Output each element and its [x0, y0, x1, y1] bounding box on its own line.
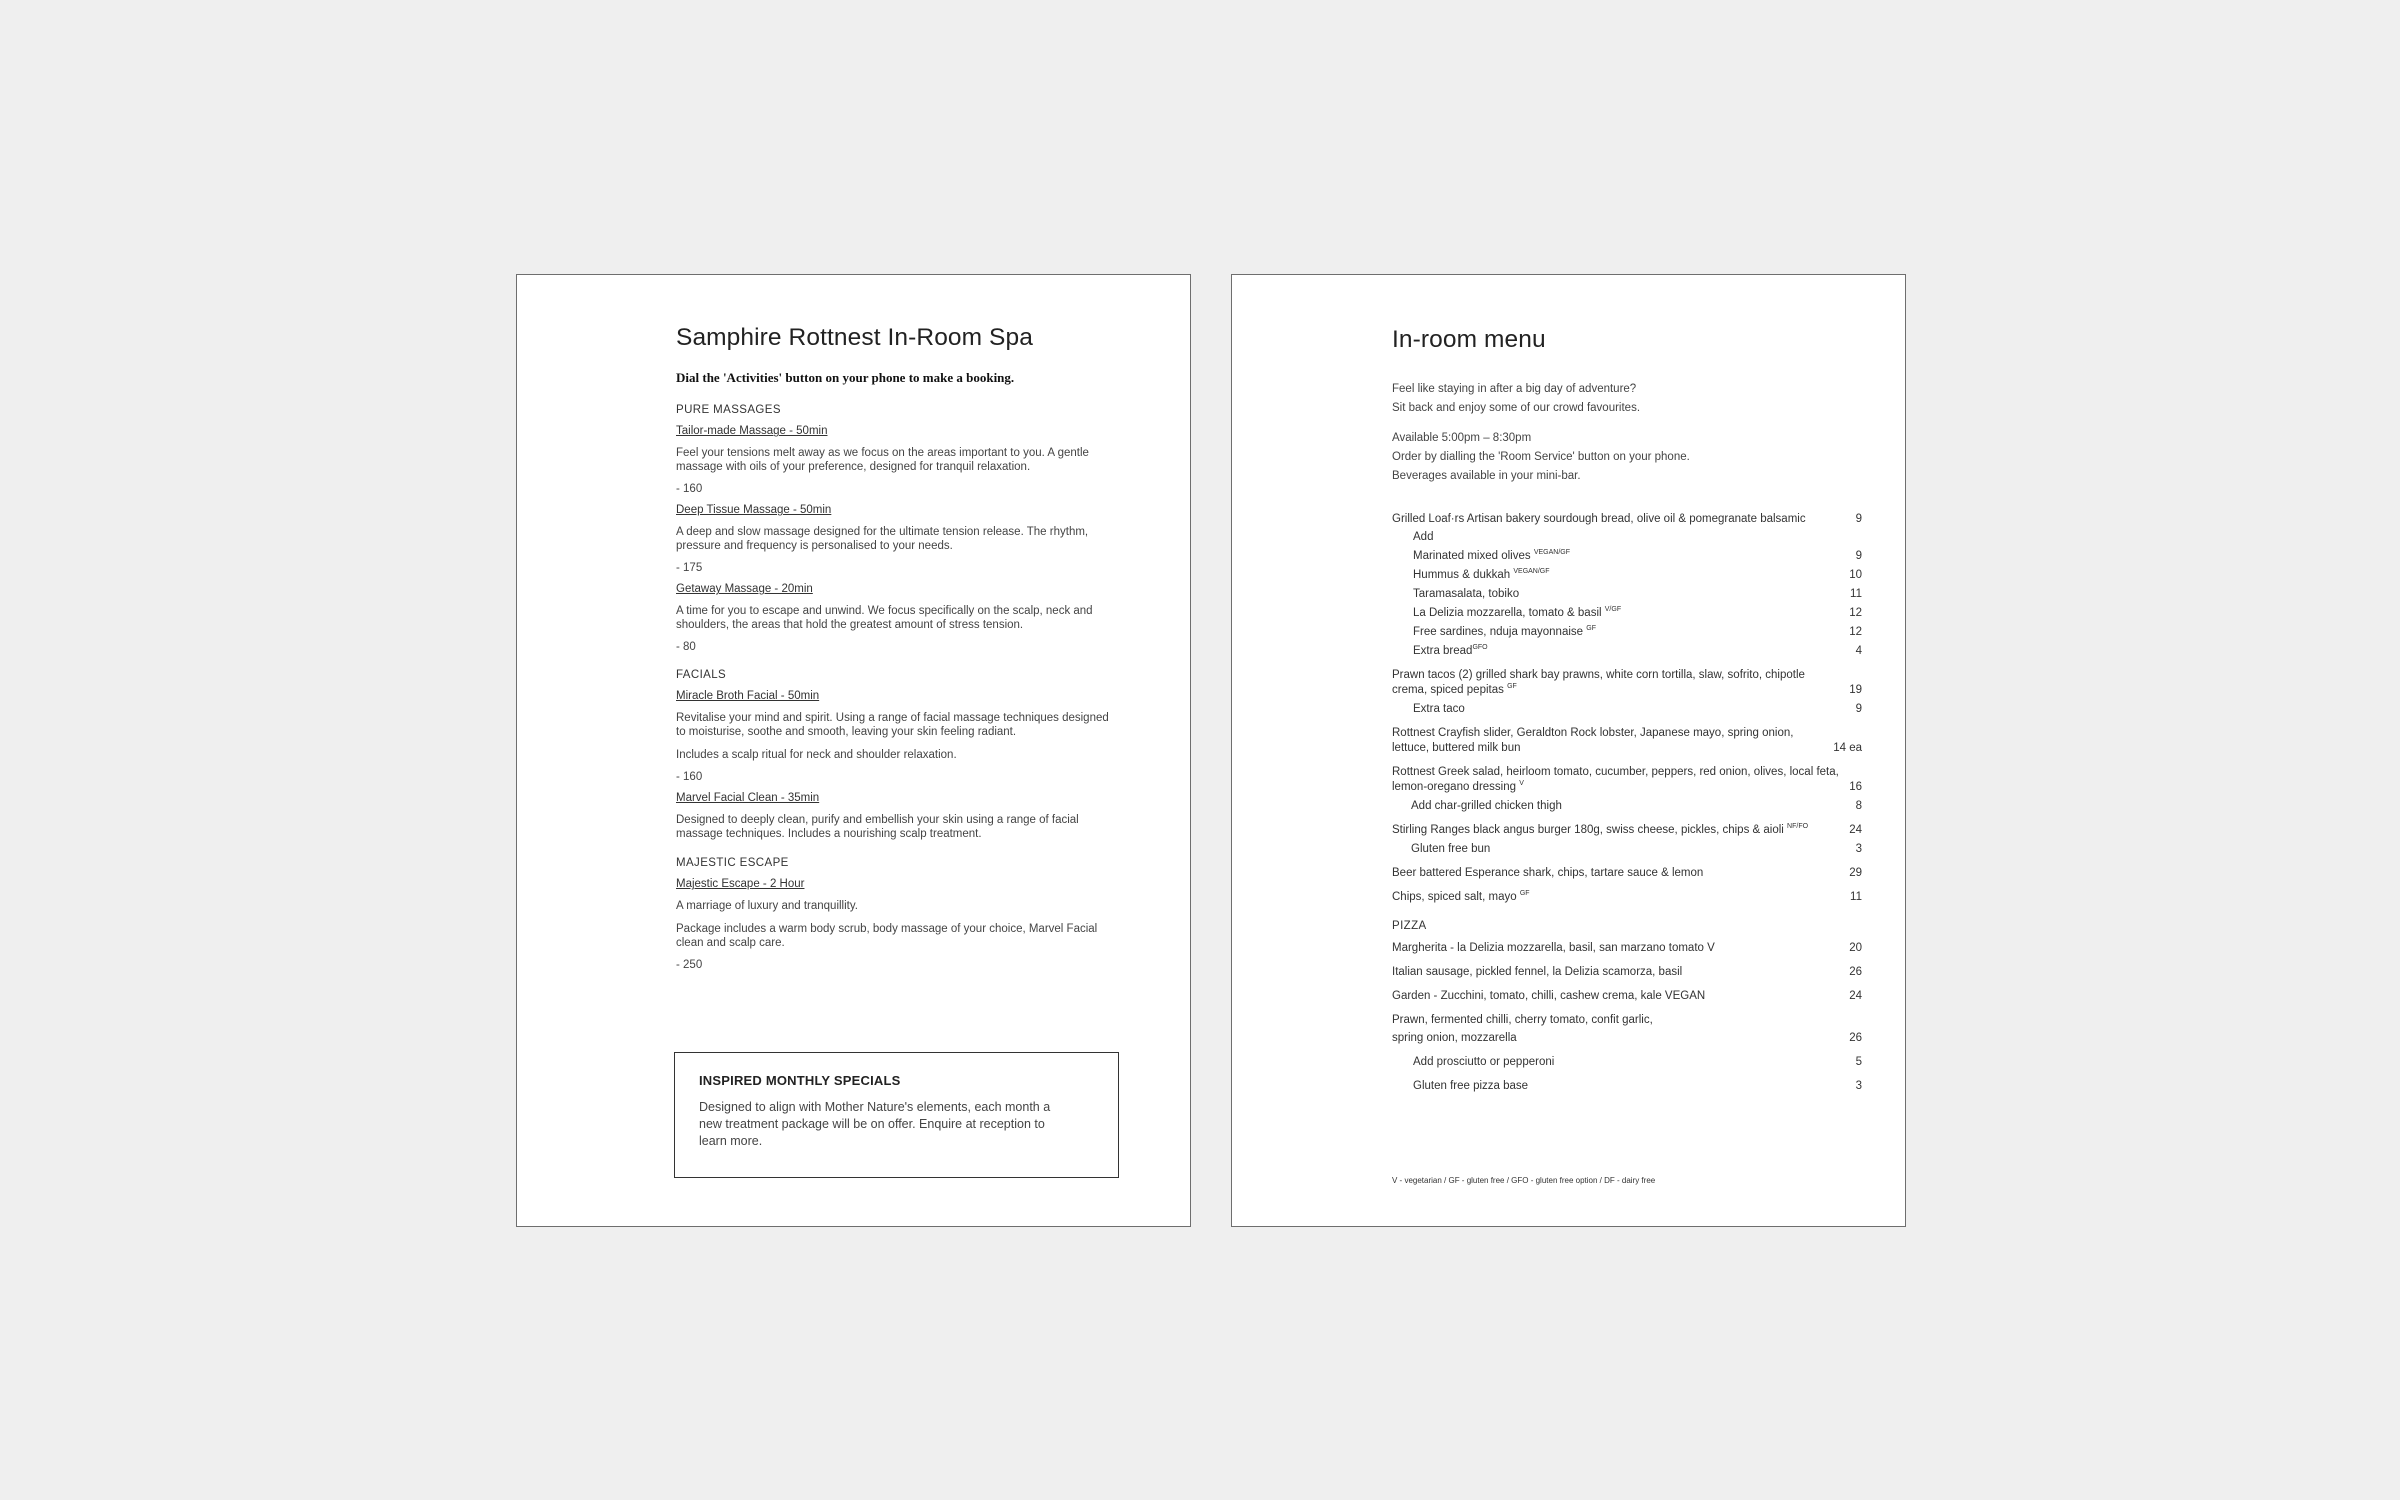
menu-item-name: Hummus & dukkah — [1413, 569, 1511, 582]
menu-item-price: 3 — [1855, 1080, 1862, 1093]
dietary-tag: GF — [1519, 890, 1530, 898]
menu-item — [1392, 512, 1862, 527]
menu-item-name: Rottnest Greek salad, heirloom tomato, cucumber, peppers, red onion, olives, local feta, lemon-oregano dressing — [1392, 766, 1839, 794]
menu-item-price: 19 — [1849, 684, 1862, 697]
menu-item-price: 29 — [1849, 867, 1862, 880]
treatment-description: A deep and slow massage designed for the ultimate tension release. The rhythm, pressure and frequency is personalised to your needs. — [676, 526, 1089, 553]
menu-item-price: 12 — [1849, 607, 1862, 620]
dietary-tag: VEGAN/GF — [1533, 549, 1570, 557]
menu-item — [1392, 606, 1862, 621]
order-instruction: Order by dialling the 'Room Service' button on your phone. — [1392, 451, 1690, 464]
menu-item-name: Chips, spiced salt, mayo — [1392, 891, 1517, 904]
menu-item — [1392, 866, 1862, 881]
spa-booking-instruction: Dial the 'Activities' button on your phone to make a booking. — [676, 370, 1015, 386]
section-heading-majestic-escape: MAJESTIC ESCAPE — [676, 857, 789, 870]
menu-item-price: 26 — [1849, 1032, 1862, 1045]
menu-item — [1392, 765, 1862, 795]
menu-item — [1392, 890, 1862, 905]
menu-title: In-room menu — [1392, 326, 1546, 353]
menu-item-name: Garden - Zucchini, tomato, chilli, cashew crema, kale VEGAN — [1392, 990, 1706, 1003]
specials-text: Designed to align with Mother Nature's elements, each month a new treatment package will be on offer. Enquire at reception to learn more. — [699, 1100, 1051, 1148]
menu-item-price: 9 — [1855, 513, 1862, 526]
menu-availability — [1392, 429, 1862, 486]
menu-intro — [1392, 380, 1862, 418]
menu-item-price: 9 — [1855, 703, 1862, 716]
treatment-description: Designed to deeply clean, purify and embellish your skin using a range of facial massage techniques. Includes a nourishing scalp treatment. — [676, 814, 1079, 841]
menu-items-list — [1392, 512, 1862, 1094]
menu-item-price: 16 — [1849, 781, 1862, 794]
menu-item-name: Free sardines, nduja mayonnaise — [1413, 626, 1584, 639]
menu-item-name: Add prosciutto or pepperoni — [1413, 1056, 1555, 1069]
treatment-description: Feel your tensions melt away as we focus on the areas important to you. A gentle massage with oils of your preference, designed for tranquil relaxation. — [676, 447, 1089, 474]
dietary-tag: V — [1519, 780, 1524, 788]
menu-item — [1392, 668, 1862, 698]
treatment-name: Deep Tissue Massage - 50min — [676, 504, 832, 517]
treatment-price: - 175 — [676, 562, 703, 575]
menu-item — [1392, 799, 1862, 814]
menu-item-name: La Delizia mozzarella, tomato & basil — [1413, 607, 1602, 620]
treatment-price: - 250 — [676, 959, 703, 972]
intro-line: Feel like staying in after a big day of adventure? — [1392, 383, 1637, 396]
treatment-name: Tailor-made Massage - 50min — [676, 425, 828, 438]
menu-item-name: Extra taco — [1413, 703, 1465, 716]
menu-item-name: Add char-grilled chicken thigh — [1411, 800, 1562, 813]
treatment-description: Revitalise your mind and spirit. Using a range of facial massage techniques designed to moisturise, soothe and smooth, leaving your skin feeling radiant. — [676, 712, 1109, 739]
menu-item-name: Prawn tacos (2) grilled shark bay prawns, white corn tortilla, slaw, sofrito, chipotle crema, spiced pepitas — [1392, 669, 1805, 697]
treatment-price: - 160 — [676, 483, 703, 496]
menu-item-price: 9 — [1855, 550, 1862, 563]
menu-item-price: 10 — [1849, 569, 1862, 582]
menu-item — [1392, 702, 1862, 717]
menu-item-price: 3 — [1855, 843, 1862, 856]
menu-item-name: Rottnest Crayfish slider, Geraldton Rock lobster, Japanese mayo, spring onion, lettuce, buttered milk bun — [1392, 727, 1794, 755]
menu-item — [1392, 644, 1862, 659]
section-heading-facials: FACIALS — [676, 669, 727, 682]
spa-menu-page — [516, 274, 1191, 1227]
treatment-name: Getaway Massage - 20min — [676, 583, 813, 596]
menu-content — [1392, 325, 1862, 1094]
menu-item — [1392, 568, 1862, 583]
menu-item-name-cont: spring onion, mozzarella — [1392, 1032, 1517, 1045]
menu-item — [1392, 842, 1862, 857]
menu-item-name: Grilled Loaf·rs Artisan bakery sourdough bread, olive oil & pomegranate balsamic — [1392, 513, 1806, 526]
menu-item — [1392, 965, 1862, 980]
menu-item-price: 24 — [1849, 990, 1862, 1003]
menu-item — [1392, 941, 1862, 956]
menu-item — [1392, 726, 1862, 756]
treatment-extra: Includes a scalp ritual for neck and shoulder relaxation. — [676, 749, 957, 762]
availability-hours: Available 5:00pm – 8:30pm — [1392, 432, 1532, 445]
dietary-tag: VEGAN/GF — [1513, 568, 1550, 576]
section-heading-pizza: PIZZA — [1392, 920, 1427, 933]
dietary-tag: NF/FO — [1787, 823, 1809, 831]
menu-item-name: Marinated mixed olives — [1413, 550, 1531, 563]
menu-item-price: 14 ea — [1833, 742, 1862, 755]
menu-item-name: Extra bread — [1413, 645, 1473, 658]
treatment-price: - 80 — [676, 641, 696, 654]
menu-item-name: Gluten free bun — [1411, 843, 1491, 856]
treatment-extra: Package includes a warm body scrub, body massage of your choice, Marvel Facial clean and scalp care. — [676, 923, 1098, 950]
menu-item — [1392, 1013, 1862, 1046]
menu-item-name: Prawn, fermented chilli, cherry tomato, confit garlic, — [1392, 1014, 1653, 1027]
menu-item — [1392, 625, 1862, 640]
treatment-name: Miracle Broth Facial - 50min — [676, 690, 820, 703]
spa-title: Samphire Rottnest In-Room Spa — [676, 324, 1033, 351]
menu-item-price: 20 — [1849, 942, 1862, 955]
dietary-tag: GF — [1507, 683, 1517, 691]
section-heading-pure-massages: PURE MASSAGES — [676, 404, 781, 417]
treatment-description: A marriage of luxury and tranquillity. — [676, 900, 858, 913]
menu-item — [1392, 587, 1862, 602]
menu-item-price: 24 — [1849, 824, 1862, 837]
menu-item-price: 11 — [1850, 588, 1862, 601]
dietary-tag: V/GF — [1604, 606, 1622, 614]
menu-item — [1392, 1055, 1862, 1070]
menu-item-name: Gluten free pizza base — [1413, 1080, 1529, 1093]
menu-item — [1392, 549, 1862, 564]
treatment-name: Majestic Escape - 2 Hour — [676, 878, 805, 891]
dietary-tag: GFO — [1472, 644, 1488, 652]
menu-item-name: Margherita - la Delizia mozzarella, basil, san marzano tomato V — [1392, 942, 1715, 955]
menu-item-price: 4 — [1855, 645, 1862, 658]
menu-item-price: 5 — [1855, 1056, 1862, 1069]
monthly-specials-box — [674, 1052, 1119, 1178]
treatment-price: - 160 — [676, 771, 703, 784]
dietary-tag: GF — [1586, 625, 1596, 633]
menu-item — [1392, 989, 1862, 1004]
menu-item-name: Taramasalata, tobiko — [1413, 588, 1520, 601]
menu-item — [1392, 823, 1862, 838]
menu-item-price: 8 — [1855, 800, 1862, 813]
beverage-note: Beverages available in your mini-bar. — [1392, 470, 1581, 483]
treatment-description: A time for you to escape and unwind. We focus specifically on the scalp, neck and shoulders, the areas that hold the greatest amount of stress tension. — [676, 605, 1093, 632]
menu-item-price: 11 — [1850, 891, 1862, 904]
menu-item-name: Beer battered Esperance shark, chips, tartare sauce & lemon — [1392, 867, 1704, 880]
in-room-menu-page — [1231, 274, 1906, 1227]
menu-item — [1392, 1079, 1862, 1094]
add-ons-label: Add — [1413, 531, 1434, 544]
specials-title: INSPIRED MONTHLY SPECIALS — [699, 1073, 901, 1088]
spa-content — [676, 323, 1116, 971]
menu-item-name: Italian sausage, pickled fennel, la Delizia scamorza, basil — [1392, 966, 1683, 979]
treatment-name: Marvel Facial Clean - 35min — [676, 792, 820, 805]
dietary-legend: V - vegetarian / GF - gluten free / GFO - gluten free option / DF - dairy free — [1392, 1176, 1656, 1185]
menu-item-price: 12 — [1849, 626, 1862, 639]
menu-item-price: 26 — [1849, 966, 1862, 979]
intro-line: Sit back and enjoy some of our crowd favourites. — [1392, 402, 1641, 415]
menu-item-name: Stirling Ranges black angus burger 180g, swiss cheese, pickles, chips & aioli — [1392, 824, 1784, 837]
